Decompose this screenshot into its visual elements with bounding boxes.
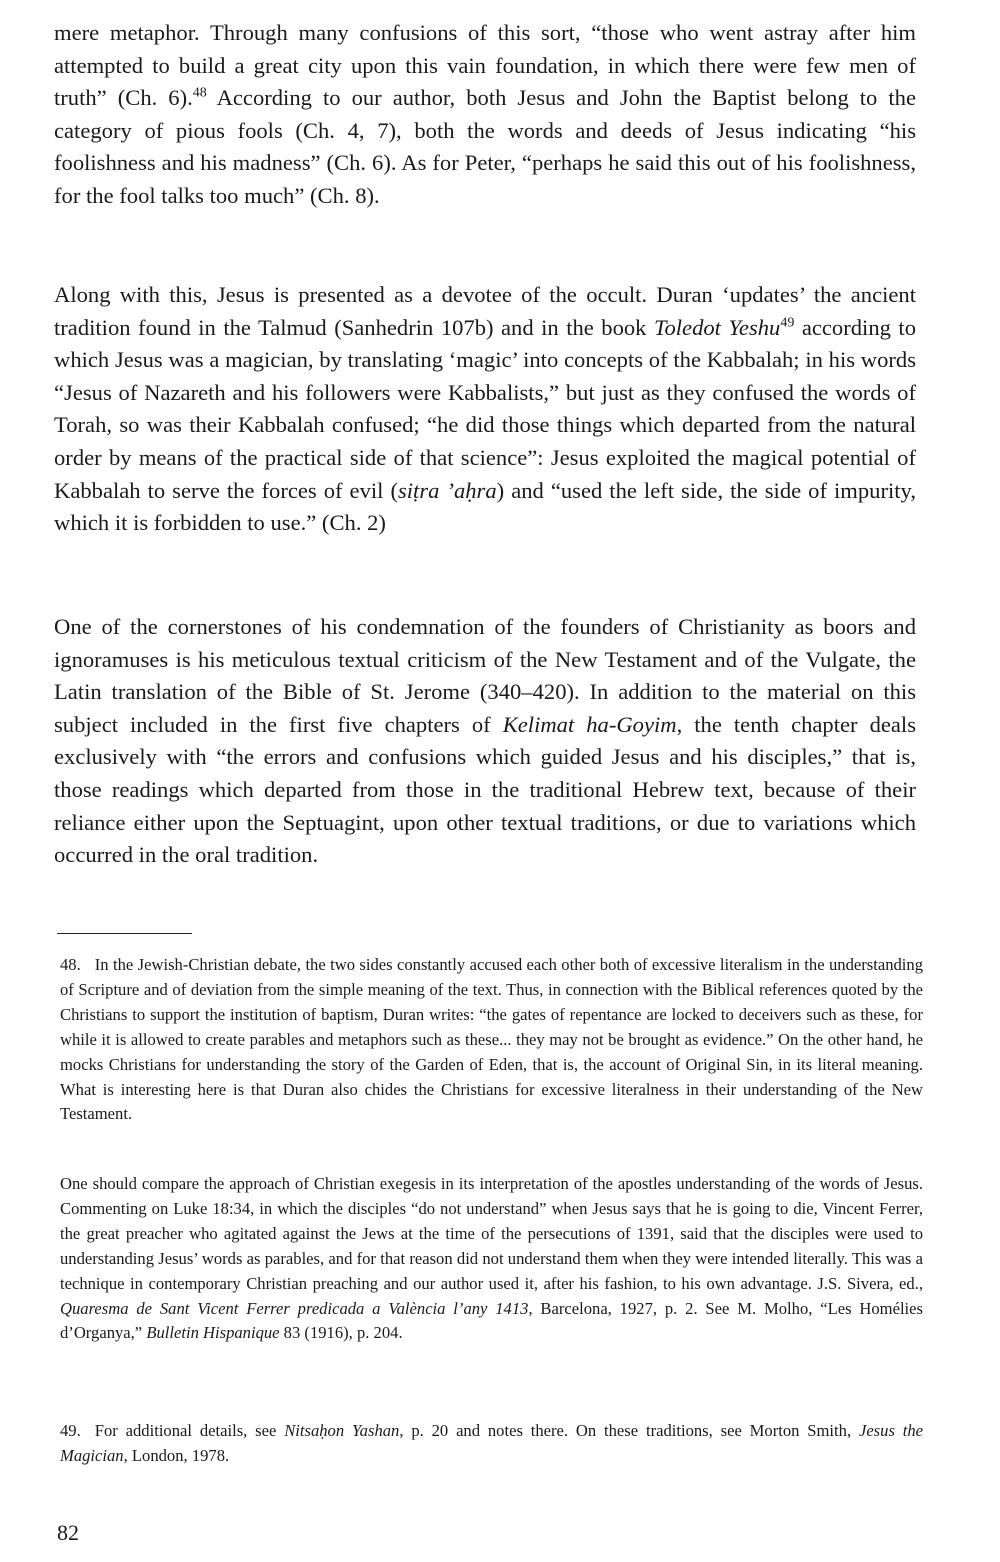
footnote-48 bbox=[60, 953, 923, 1127]
footnote-49-title-jesus-magician: Jesus the Magician bbox=[60, 1421, 924, 1465]
p2-text-a: Along with this, Jesus is presented as a devotee of the occult. Duran ‘updates’ the ancient tradition found in the Talmud (Sanhedrin 107b) and in the book bbox=[54, 282, 916, 340]
footnote-48-continuation bbox=[60, 1172, 923, 1346]
body-paragraph-2 bbox=[54, 279, 916, 540]
footnote-48b-title-quaresma: Quaresma de Sant Vicent Ferrer predicada a València l’any 1413 bbox=[60, 1298, 529, 1318]
p3-text-b: , the tenth chapter deals exclusively with “the errors and confusions which guided Jesus and his disciples,” that is, those readings which departed from those in the traditional Hebrew text, because of their reliance either upon the Septuagint, upon other textual traditions, or due to variations which occurred in the oral tradition. bbox=[54, 711, 916, 868]
p2-text-c: ) and “used the left side, the side of impurity, which it is forbidden to use.” (Ch. 2) bbox=[54, 477, 917, 536]
footnote-ref-48[interactable]: 48 bbox=[192, 85, 207, 101]
footnote-48b-text-a: One should compare the approach of Christian exegesis in its interpretation of the apostles understanding of the words of Jesus. Commenting on Luke 18:34, in which the disciples “do not understand” when Jesus says that he is going to die, Vincent Ferrer, the great preacher who agitated against the Jews at the time of the persecutions of 1391, said that the disciples were used to understanding Jesus’ words as parables, and for that reason did not understand them when they were intended literally. This was a technique in contemporary Christian preaching and our author used it, after his fashion, to his own advantage. J.S. Sivera, ed., bbox=[60, 1174, 923, 1293]
p1-text-b: According to our author, both Jesus and John the Baptist belong to the category of pious fools (Ch. 4, 7), both the words and deeds of Jesus indicating “his foolishness and his madness” (Ch. 6). As for Peter, “perhaps he said this out of his foolishness, for the fool talks too much” (Ch. 8). bbox=[54, 85, 916, 208]
p2-term-sitra-ahra: siṭra ’aḥra bbox=[397, 477, 497, 503]
footnote-49-text-a: For additional details, see bbox=[94, 1421, 285, 1440]
footnote-48-number: 48. bbox=[60, 955, 81, 974]
body-paragraph-3 bbox=[54, 611, 916, 872]
footnote-48b-title-bulletin: Bulletin Hispanique bbox=[146, 1323, 280, 1343]
p2-title-toledot-yeshu: Toledot Yeshu bbox=[653, 314, 781, 340]
footnote-ref-49[interactable]: 49 bbox=[780, 315, 795, 331]
p2-text-b: according to which Jesus was a magician, by translating ‘magic’ into concepts of the Kabbalah; in his words “Jesus of Nazareth and his followers were Kabbalists,” but just as they confused the words of Torah, so was their Kabbalah confused; “he did those things which departed from the natural order by means of the practical side of that science”: Jesus exploited the magical potential of Kabbalah to serve the forces of evil ( bbox=[54, 314, 916, 503]
footnote-separator bbox=[57, 933, 192, 934]
p3-text-a: One of the cornerstones of his condemnation of the founders of Christianity as boors and ignoramuses is his meticulous textual criticism of the New Testament and of the Vulgate, the Latin translation of the Bible of St. Jerome (340–420). In addition to the material on this subject included in the first five chapters of bbox=[54, 614, 916, 737]
footnote-48b-text-c: 83 (1916), p. 204. bbox=[279, 1323, 403, 1343]
body-paragraph-1 bbox=[54, 17, 916, 213]
p3-title-kelimat-ha-goyim: Kelimat ha-Goyim bbox=[502, 711, 677, 737]
p1-text-a: mere metaphor. Through many confusions of this sort, “those who went astray after him attempted to build a great city upon this vain foundation, in which there were few men of truth” (Ch. 6). bbox=[54, 20, 916, 111]
footnote-48-text: In the Jewish-Christian debate, the two sides constantly accused each other both of excessive literalism in the understanding of Scripture and of deviation from the simple meaning of the text. Thus, in connection with the Biblical references quoted by the Christians to support the institution of baptism, Duran writes: “the gates of repentance are locked to deceivers such as these, for while it is allowed to create parables and metaphors such as these... they may not be brought as evidence.” On the other hand, he mocks Christians for understanding the story of the Garden of Eden, that is, the account of Original Sin, in its literal meaning. What is interesting here is that Duran also chides the Christians for excessive literalness in their understanding of the New Testament. bbox=[60, 955, 923, 1124]
footnote-48b-text-b: , Barcelona, 1927, p. 2. See M. Molho, “Les Homélies d’Organya,” bbox=[60, 1298, 923, 1343]
footnote-49 bbox=[60, 1419, 923, 1469]
footnote-49-text-b: , p. 20 and notes there. On these traditions, see Morton Smith, bbox=[399, 1421, 859, 1440]
footnote-49-text-c: , London, 1978. bbox=[123, 1445, 230, 1465]
page-number: 82 bbox=[57, 1520, 79, 1545]
footnote-49-title-nitsahon: Nitsaḥon Yashan bbox=[284, 1421, 400, 1440]
footnote-49-number: 49. bbox=[60, 1421, 81, 1440]
